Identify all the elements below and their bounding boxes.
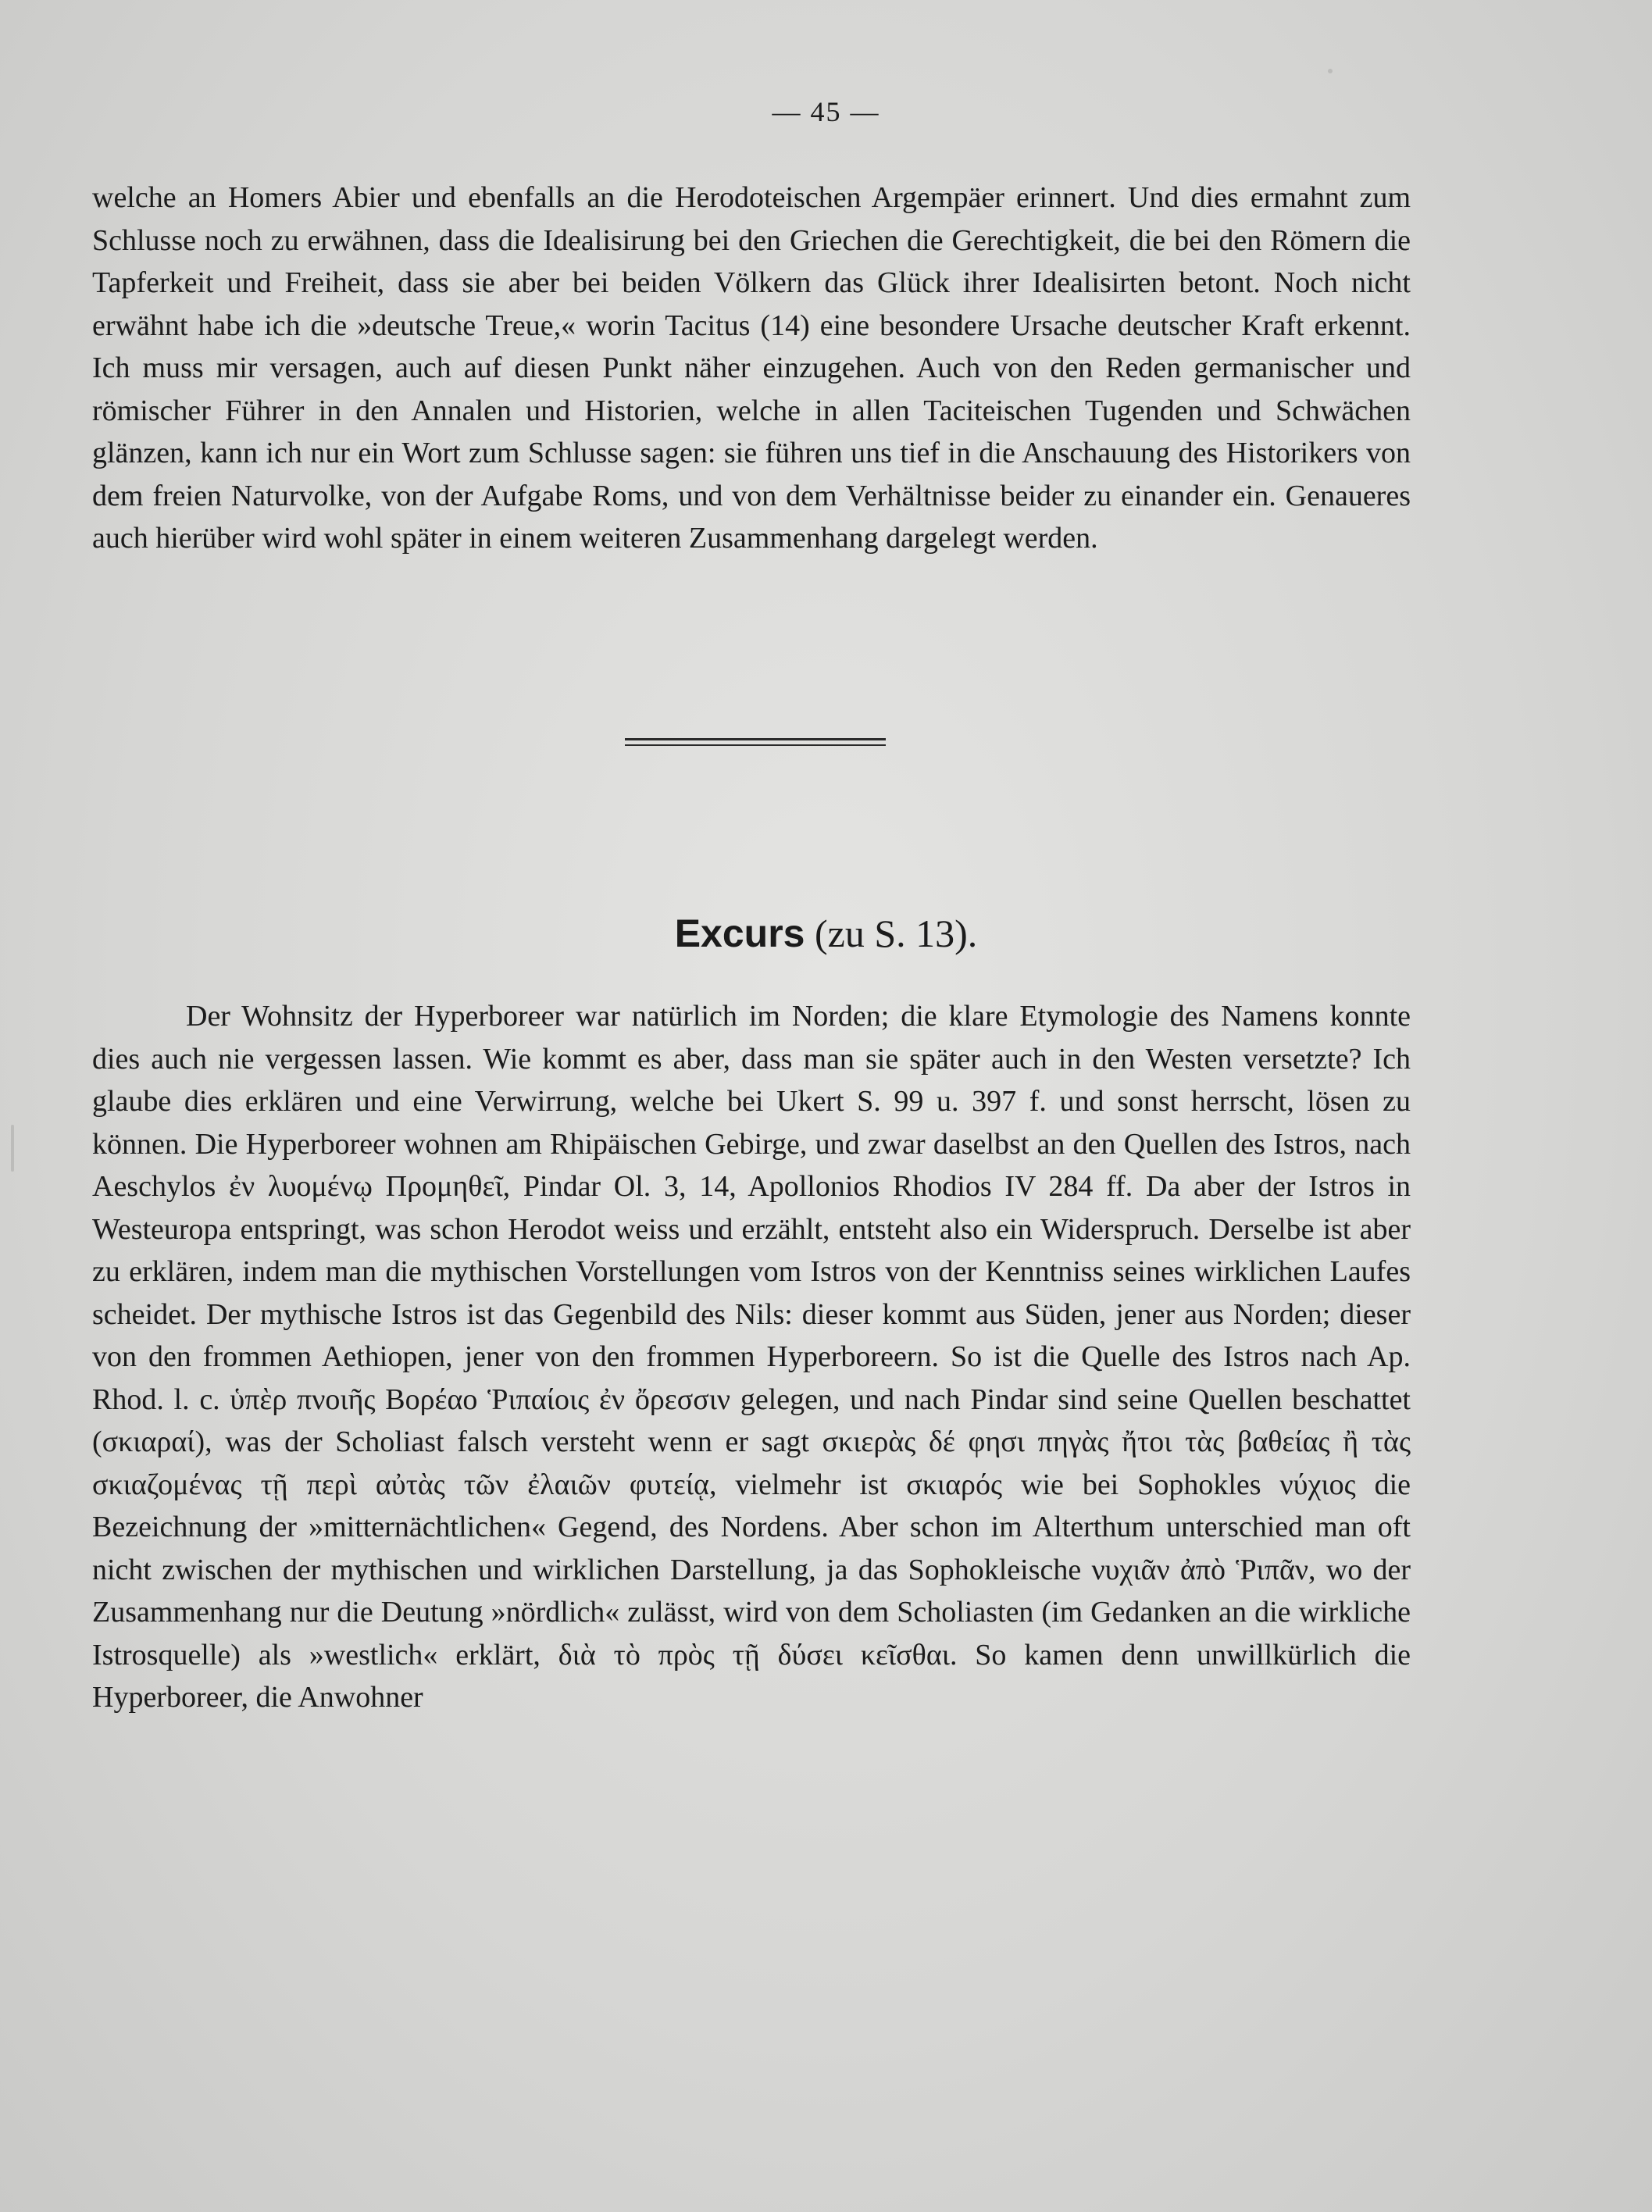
paragraph-text: Der Wohnsitz der Hyperboreer war natürlich im Norden; die klare Etymologie des Namens konnte dies auch nie vergessen lassen. Wie kommt es aber, dass man sie später auch in den Westen versetzte? Ich glaube dies erklären und eine Verwirrung, welche bei Ukert S. 99 u. 397 f. und sonst herrscht, lösen zu können. Die Hyperboreer wohnen am Rhipäischen Gebirge, und zwar daselbst an den Quellen des Istros, nach Aeschylos ἐν λυομένῳ Προμηθεῖ, Pindar Ol. 3, 14, Apollonios Rhodios IV 284 ff. Da aber der Istros in Westeuropa entspringt, was schon Herodot weiss und erzählt, entsteht also ein Widerspruch. Derselbe ist aber zu erklären, indem man die mythischen Vorstellungen vom Istros von der Kenntniss seines wirklichen Laufes scheidet. Der mythische Istros ist das Gegenbild des Nils: dieser kommt aus Süden, jener aus Norden; dieser von den frommen Aethiopen, jener von den frommen Hyperboreern. So ist die Quelle des Istros nach Ap. Rhod. l. c. ὑπὲρ πνοιῆς Βορέαο Ῥιπαίοις ἐν ὄρεσσιν gelegen, und nach Pindar sind seine Quellen beschattet (σκιαραί), was der Scholiast falsch versteht wenn er sagt σκιερὰς δέ φησι πηγὰς ἤτοι τὰς βαθείας ἢ τὰς σκιαζομένας τῇ περὶ αὐτὰς τῶν ἐλαιῶν φυτείᾳ, vielmehr ist σκιαρός wie bei Sophokles νύχιος die Bezeichnung der »mitternächtlichen« Gegend, des Nordens. Aber schon im Alterthum unterschied man oft nicht zwischen der mythischen und wirklichen Darstellung, ja das Sophokleische νυχιᾶν ἀπὸ Ῥιπᾶν, wo der Zusammenhang nur die Deutung »nördlich« zulässt, wird von dem Scholiasten (im Gedanken an die wirkliche Istrosquelle) als »westlich« erklärt, διὰ τὸ πρὸς τῇ δύσει κεῖσθαι. So kamen denn unwillkürlich die Hyperboreer, die Anwohner — [92, 1000, 1411, 1714]
paragraph-continuation — [92, 177, 1411, 560]
paragraph-text: welche an Homers Abier und ebenfalls an die Herodoteischen Argempäer erinnert. Und dies ermahnt zum Schlusse noch zu erwähnen, dass die Idealisirung bei den Griechen die Gerechtigkeit, die bei den Römern die Tapferkeit und Freiheit, dass sie aber bei beiden Völkern das Glück ihrer Idealisirten betont. Noch nicht erwähnt habe ich die »deutsche Treue,« worin Tacitus (14) eine besondere Ursache deutscher Kraft erkennt. Ich muss mir versagen, auch auf diesen Punkt näher einzugehen. Auch von den Reden germanischer und römischer Führer in den Annalen und Historien, welche in allen Taciteischen Tugenden und Schwächen glänzen, kann ich nur ein Wort zum Schlusse sagen: sie führen uns tief in die Anschauung des Historikers von dem freien Naturvolke, von der Aufgabe Roms, und von dem Verhältnisse beider zu einander ein. Genaueres auch hierüber wird wohl später in einem weiteren Zusammenhang dargelegt werden. — [92, 181, 1411, 555]
scan-smudge — [1328, 69, 1333, 73]
section-heading — [0, 911, 1652, 956]
heading-title: Excurs — [674, 912, 805, 955]
page-number: — 45 — — [772, 96, 880, 127]
excurs-paragraph — [92, 995, 1411, 1719]
heading-reference: (zu S. 13). — [814, 912, 978, 955]
section-separator-rule — [625, 738, 886, 746]
scan-smudge — [11, 1125, 14, 1172]
